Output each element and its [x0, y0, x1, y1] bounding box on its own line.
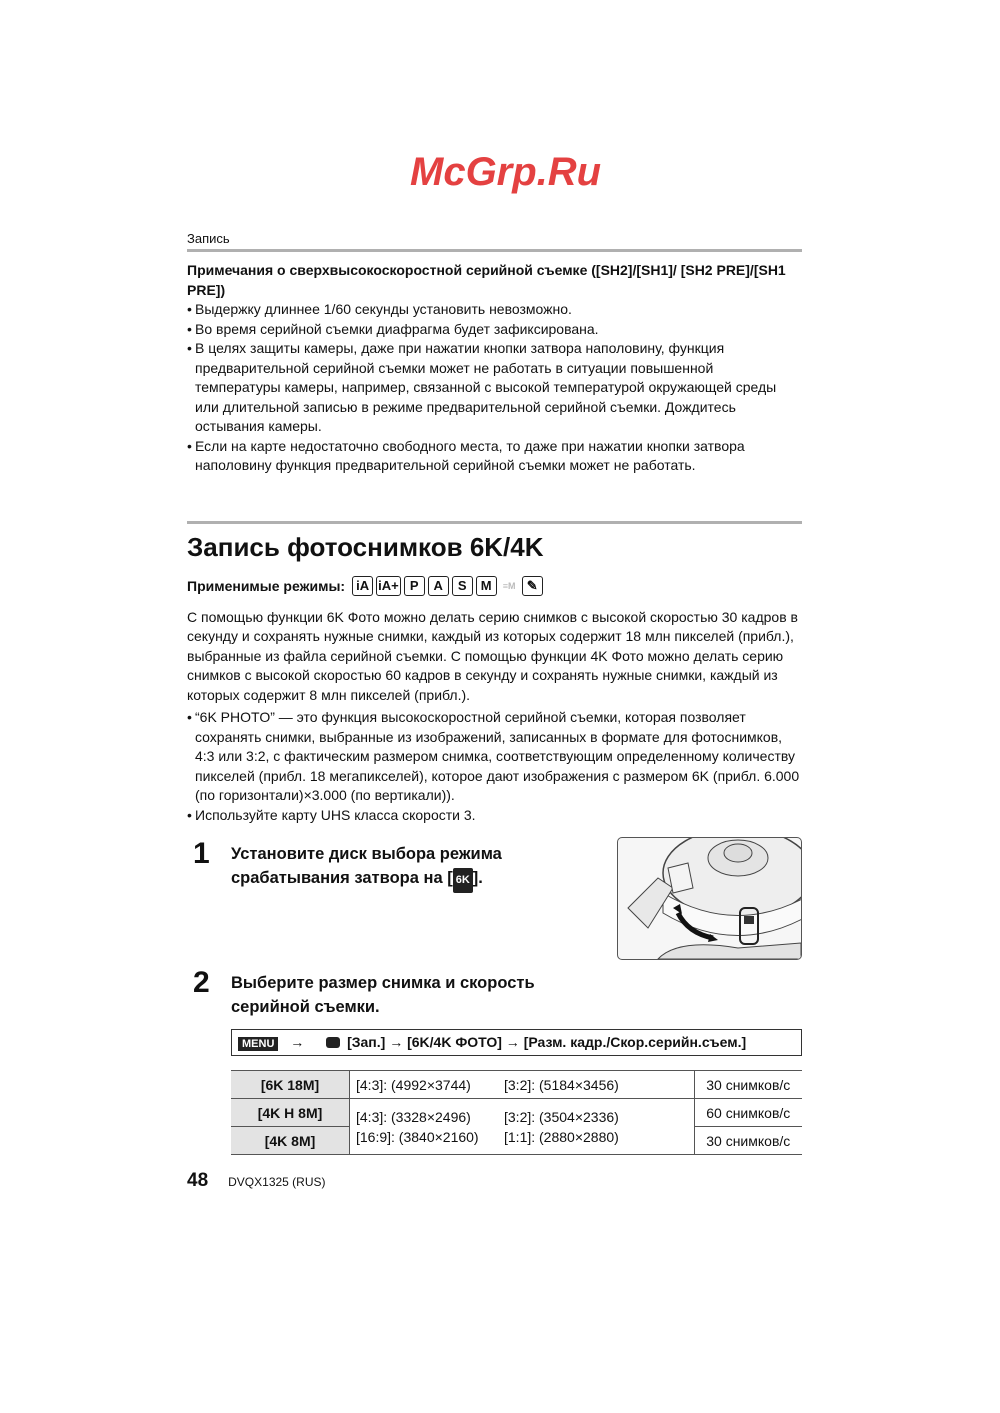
- list-item: • Выдержку длиннее 1/60 секунды установить невозможно.: [187, 300, 802, 320]
- mode-m-icon: M: [476, 576, 497, 596]
- section-label: Запись: [187, 231, 230, 246]
- list-item: • В целях защиты камеры, даже при нажатии кнопки затвора наполовину, функция предварительной серийной съемки может не работать в ситуации повышенной температуры камеры, например, связанной с высокой температурой окружающей среды или длительной записью в режиме предварительной серийной съемки. Дождитесь остывания камеры.: [187, 339, 802, 437]
- section-bullets: [187, 708, 802, 825]
- list-item: • Во время серийной съемки диафрагма будет зафиксирована.: [187, 320, 802, 340]
- camera-icon: [326, 1037, 340, 1048]
- row-name: [4K 8M]: [231, 1127, 350, 1155]
- step-number: 2: [193, 966, 210, 999]
- applicable-modes: [187, 576, 802, 596]
- notes-title: Примечания о сверхвысокоскоростной серийной съемке ([SH2]/[SH1]/ [SH2 PRE]/[SH1 PRE]): [187, 262, 786, 298]
- intro-paragraph: С помощью функции 6K Фото можно делать серию снимков с высокой скоростью 30 кадров в секунду и сохранять нужные снимки, каждый из которых содержит 18 млн пикселей (прибл.), выбранные из файла серийной съемки. С помощью функции 4K Фото можно делать серию снимков с высокой скоростью 60 кадров в секунду и сохранять нужные снимки, каждый из которых содержит 8 млн пикселей (прибл.).: [187, 608, 798, 703]
- menu-icon: MENU: [238, 1037, 278, 1051]
- mode-creative-video-icon: ≡M: [502, 580, 516, 591]
- mode-p-icon: P: [404, 576, 425, 596]
- size: [3:2]: (3504×2336): [504, 1108, 619, 1125]
- list-item: • “6K PHOTO” — это функция высокоскоростной серийной съемки, которая позволяет сохранять снимки, выбранные из изображений, записанных в формате для фотоснимков, 4:3 или 3:2, с фактическим размером снимка, соответствующим определенному количеству пикселей (прибл. 18 мегапикселей), которое дают изображения с размером 6K (прибл. 6.000 (по горизонтали)×3.000 (по вертикали)).: [187, 708, 802, 806]
- 6k-photo-icon: 6K: [453, 868, 473, 894]
- page-content: [187, 231, 802, 1192]
- row-name: [6K 18M]: [231, 1071, 350, 1099]
- footer: [187, 1170, 802, 1192]
- modes-label: Применимые режимы:: [187, 577, 346, 594]
- arrow: →: [290, 1034, 305, 1050]
- step-2: [187, 966, 802, 1019]
- mode-ia-icon: iA: [352, 576, 373, 596]
- step-text: Выберите размер снимка и скорость серийной съемки.: [231, 974, 535, 1016]
- row-rate: 60 снимков/с: [694, 1099, 802, 1127]
- row-name: [4K H 8M]: [231, 1099, 350, 1127]
- arrow: →: [389, 1034, 404, 1050]
- page-title: Запись фотоснимков 6K/4K: [187, 531, 544, 562]
- size: [4:3]: (4992×3744): [356, 1076, 471, 1093]
- menu-rec: [Зап.]: [347, 1034, 386, 1050]
- size: [1:1]: (2880×2880): [504, 1128, 619, 1145]
- row-rate: 30 снимков/с: [694, 1127, 802, 1155]
- mode-ia-plus-icon: iA+: [376, 576, 401, 596]
- mode-s-icon: S: [452, 576, 473, 596]
- step-number: 1: [193, 837, 210, 870]
- step-instruction: Установите диск выбора режима срабатывания затвора на [: [231, 845, 502, 887]
- step-text: [231, 837, 531, 893]
- size: [3:2]: (5184×3456): [504, 1076, 619, 1093]
- model-code: DVQX1325 (RUS): [228, 1175, 326, 1189]
- watermark: McGrp.Ru: [410, 150, 602, 194]
- row-sizes: [350, 1071, 695, 1099]
- arrow: →: [505, 1034, 520, 1050]
- specs-table: [231, 1070, 802, 1155]
- menu-size-speed: [Разм. кадр./Скор.серийн.съем.]: [523, 1034, 747, 1050]
- mode-a-icon: A: [428, 576, 449, 596]
- page-number: 48: [187, 1170, 209, 1191]
- drive-dial-illustration: [617, 837, 802, 960]
- table-row: [231, 1071, 802, 1099]
- shared-sizes: [350, 1099, 695, 1155]
- menu-6k4k: [6K/4K ФОТО]: [407, 1034, 502, 1050]
- step-suffix: ].: [472, 868, 483, 887]
- mode-creative-control-icon: ✎: [522, 576, 543, 596]
- divider: [187, 521, 802, 524]
- step-1: [187, 837, 802, 960]
- list-item: • Если на карте недостаточно свободного места, то даже при нажатии кнопки затвора наполовину функция предварительной серийной съемки может не работать.: [187, 437, 802, 476]
- row-rate: 30 снимков/с: [694, 1071, 802, 1099]
- size: [16:9]: (3840×2160): [356, 1128, 479, 1145]
- table-row: [231, 1099, 802, 1127]
- menu-path: [231, 1029, 802, 1056]
- divider: [187, 249, 802, 252]
- notes-list: [187, 300, 802, 476]
- list-item: • Используйте карту UHS класса скорости 3.: [187, 806, 802, 826]
- size: [4:3]: (3328×2496): [356, 1108, 471, 1125]
